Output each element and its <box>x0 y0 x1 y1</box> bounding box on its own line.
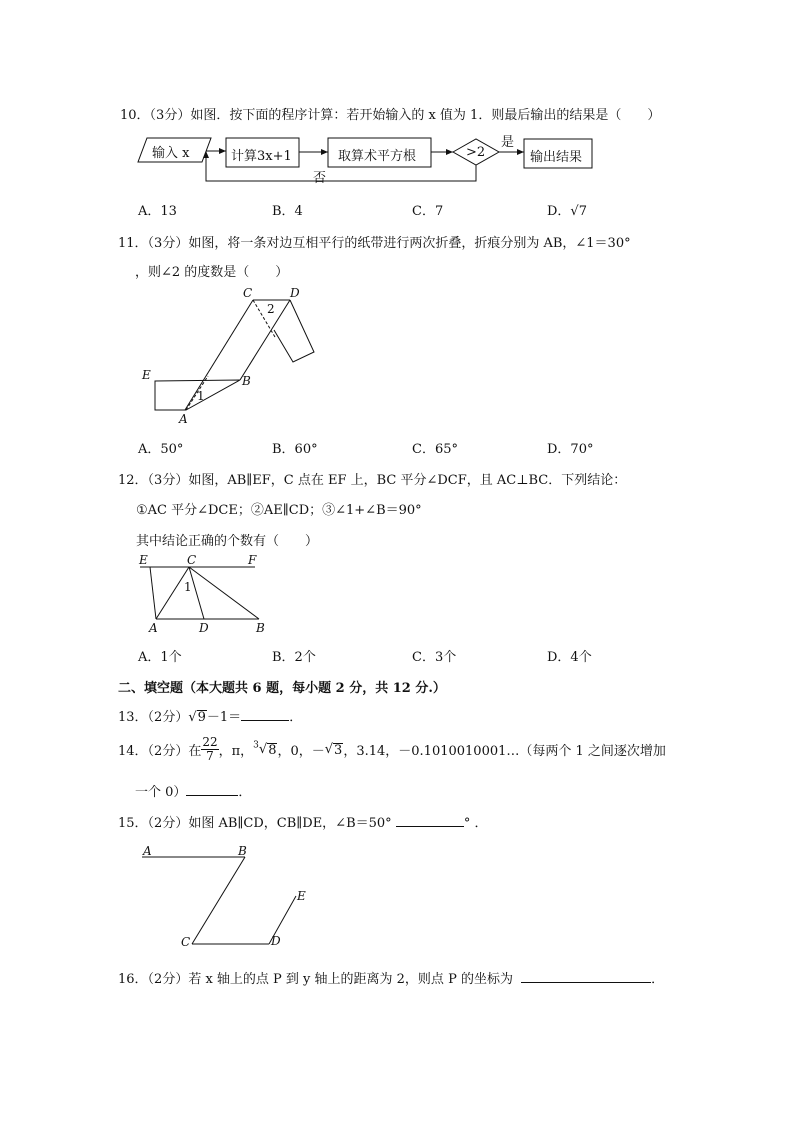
section-2-heading: 二、填空题（本大题共 6 题，每小题 2 分，共 12 分.） <box>118 681 446 696</box>
q12-label-1: 1 <box>184 580 192 594</box>
q14-tail: ，3.14，－0.1010010001…（每两个 1 之间逐次增加 <box>343 744 666 759</box>
flow-output-label: 输出结果 <box>530 150 583 165</box>
cbrt-sign: √ <box>258 742 268 757</box>
q13-prefix: 13．（2分） <box>118 710 189 725</box>
q15-label-e: E <box>297 889 306 903</box>
q15-label-c: C <box>181 935 191 949</box>
q12-label-f: F <box>248 553 257 567</box>
q14-cbrt-radicand: 8 <box>268 742 277 758</box>
q11-label-a: A <box>179 412 188 426</box>
q16-stem: 16．（2分）若 x 轴上的点 P 到 y 轴上的距离为 2，则点 P 的坐标为 <box>118 972 513 987</box>
q11-label-e: E <box>142 368 151 382</box>
q12-label-c: C <box>187 553 197 567</box>
q10-option-c: C．7 <box>412 204 444 219</box>
flow-input-label: 输入 x <box>152 146 190 161</box>
q12-option-a: A．1个 <box>138 650 182 665</box>
q12-label-b: B <box>256 621 265 635</box>
q12-stem-line3: 其中结论正确的个数有（ ） <box>136 534 319 549</box>
flow-sqrt-label: 取算术平方根 <box>338 149 417 164</box>
q14-cbrt-index: 3 <box>253 740 259 751</box>
q15-deg: ° <box>463 816 471 831</box>
q11-label-2: 2 <box>267 302 275 316</box>
q15-stem: 15．（2分）如图 AB∥CD，CB∥DE，∠B＝50° <box>118 816 392 831</box>
flow-compute-label: 计算3x+1 <box>231 149 292 164</box>
q14-frac-num: 22 <box>202 735 218 749</box>
flow-cond-label: >2 <box>466 145 486 160</box>
q12-label-e: E <box>139 553 148 567</box>
q13-end: ． <box>289 710 303 725</box>
q12-stem-line1: 12．（3分）如图，AB∥EF，C 点在 EF 上，BC 平分∠DCF，且 AC⊥BC．下列结论： <box>118 473 627 488</box>
q16-end: ． <box>651 972 665 987</box>
q15-end: ． <box>474 816 488 831</box>
q14-line2-text: 一个 0） <box>135 785 187 800</box>
q10-option-d: D．√7 <box>547 204 587 219</box>
q12-label-d: D <box>199 621 209 635</box>
q11-label-b: B <box>242 374 251 388</box>
q16 <box>118 968 664 987</box>
q14-prefix: 14．（2分）在 <box>118 744 202 759</box>
q14-frac-den: 7 <box>206 749 214 763</box>
q14-mid: ，π， <box>218 744 254 759</box>
q14-mid2: ，0，－ <box>277 744 325 759</box>
q10-stem: 10．（3分）如图．按下面的程序计算：若开始输入的 x 值为 1．则最后输出的结果是（ ） <box>120 108 661 123</box>
sqrt-sign: √ <box>188 710 197 725</box>
q14-end: ． <box>238 785 252 800</box>
q11-option-a: A．50° <box>138 442 184 457</box>
q16-answer-blank[interactable] <box>521 970 651 983</box>
q11-label-c: C <box>243 286 253 300</box>
q13-suffix: －1＝ <box>206 710 242 725</box>
q12-label-a: A <box>149 621 158 635</box>
q12-option-b: B．2个 <box>272 650 316 665</box>
q15-label-b: B <box>238 844 247 858</box>
flow-yes-label: 是 <box>501 135 515 150</box>
q11-label-1: 1 <box>197 389 205 403</box>
q10-option-a: A．13 <box>138 204 177 219</box>
q12-option-c: C．3个 <box>412 650 457 665</box>
q11-stem-line1: 11．（3分）如图，将一条对边互相平行的纸带进行两次折叠，折痕分别为 AB，∠1＝30° <box>118 236 631 251</box>
sqrt-sign: √ <box>324 742 334 757</box>
q15-label-d: D <box>271 934 281 948</box>
q11-stem-line2: ，则∠2 的度数是（ ） <box>135 265 289 280</box>
q13-radicand: 9 <box>197 710 206 725</box>
q12-option-d: D．4个 <box>547 650 592 665</box>
q10-option-b: B．4 <box>272 204 303 219</box>
q14-sqrt-radicand: 3 <box>334 742 343 758</box>
q12-stem-line2: ①AC 平分∠DCE；②AE∥CD；③∠1+∠B＝90° <box>136 503 422 518</box>
q11-option-b: B．60° <box>272 442 318 457</box>
q11-option-d: D．70° <box>547 442 594 457</box>
flow-no-label: 否 <box>313 171 327 186</box>
q15-label-a: A <box>143 844 152 858</box>
q11-option-c: C．65° <box>412 442 458 457</box>
q11-label-d: D <box>290 286 300 300</box>
